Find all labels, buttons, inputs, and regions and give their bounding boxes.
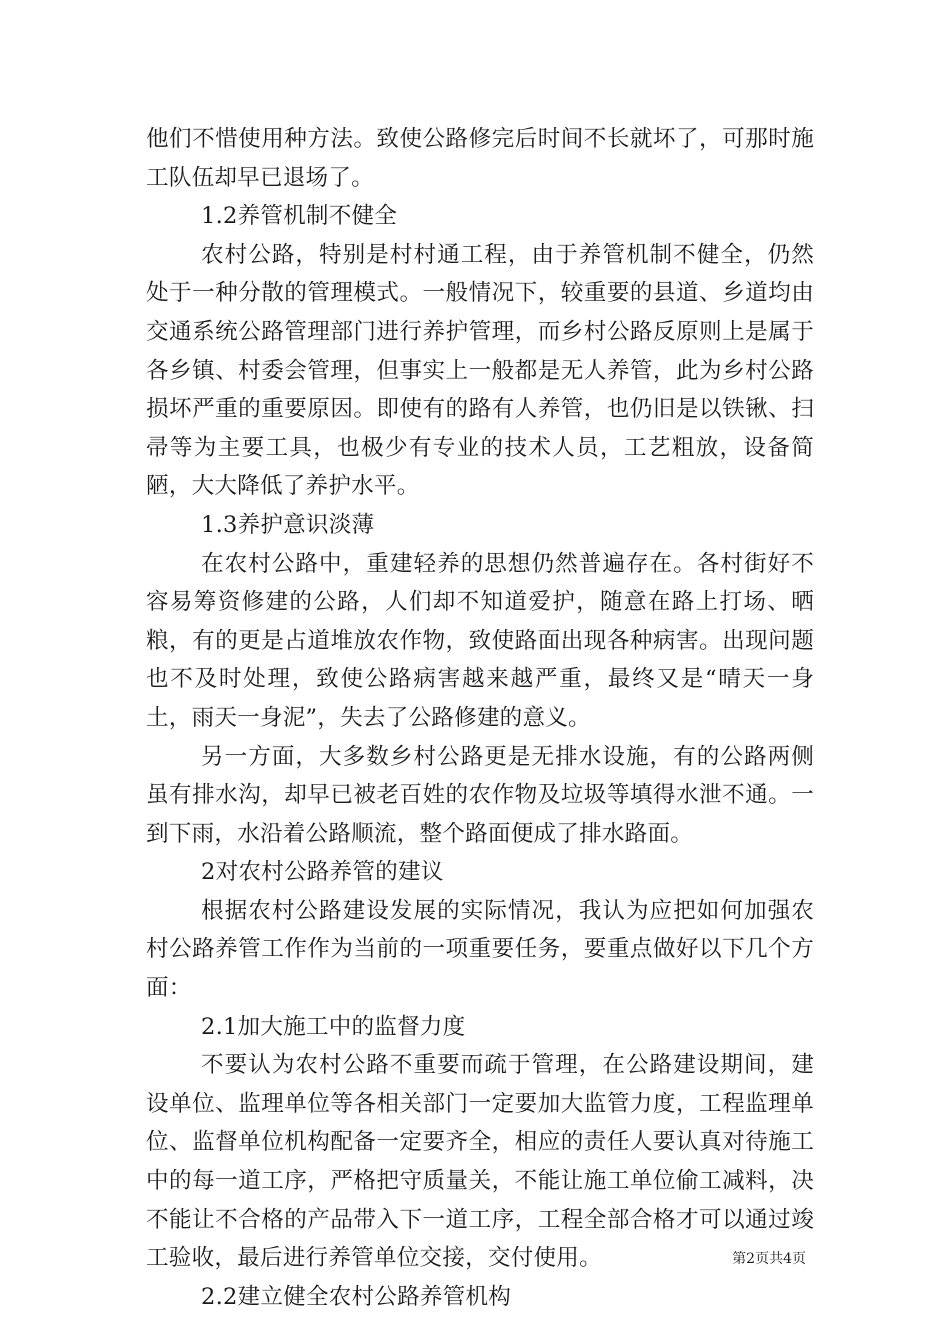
paragraph-2-body: 根据农村公路建设发展的实际情况，我认为应把如何加强农村公路养管工作作为当前的一项重要任务，要重点做好以下几个方面： — [146, 897, 814, 1002]
section-heading-1-2: 1.2养管机制不健全 — [201, 203, 398, 230]
page-number-footer: 第2页共4页 — [732, 1251, 806, 1267]
paragraph-1-3-body: 在农村公路中，重建轻养的思想仍然普遍存在。各村街好不容易筹资修建的公路，人们却不知道爱护，随意在路上打场、晒粮，有的更是占道堆放农作物，致使路面出现各种病害。出现问题也不及时处理，致使公路病害越来越严重，最终又是“晴天一身土，雨天一身泥”，失去了公路修建的意义。 — [146, 550, 814, 731]
section-heading-2: 2对农村公路养管的建议 — [201, 859, 444, 886]
paragraph-continuation: 他们不惜使用种方法。致使公路修完后时间不长就坏了，可那时施工队伍却早已退场了。 — [146, 126, 814, 191]
paragraph-1-3-body-2: 另一方面，大多数乡村公路更是无排水设施，有的公路两侧虽有排水沟，却早已被老百姓的农作物及垃圾等填得水泄不通。一到下雨，水沿着公路顺流，整个路面便成了排水路面。 — [146, 743, 814, 847]
paragraph-2-1-body: 不要认为农村公路不重要而疏于管理，在公路建设期间，建设单位、监理单位等各相关部门一定要加大监管力度，工程监理单位、监督单位机构配备一定要齐全，相应的责任人要认真对待施工中的每一道工序，严格把守质量关，不能让施工单位偷工减料，决不能让不合格的产品带入下一道工序，工程全部合格才可以通过竣工验收，最后进行养管单位交接，交付使用。 — [146, 1052, 814, 1272]
paragraph-1-2-body: 农村公路，特别是村村通工程，由于养管机制不健全，仍然处于一种分散的管理模式。一般情况下，较重要的县道、乡道均由交通系统公路管理部门进行养护管理，而乡村公路反原则上是属于各乡镇、村委会管理，但事实上一般都是无人养管，此为乡村公路损坏严重的重要原因。即使有的路有人养管，也仍旧是以铁锹、扫帚等为主要工具，也极少有专业的技术人员，工艺粗放，设备简陋，大大降低了养护水平。 — [146, 241, 814, 500]
section-heading-2-1: 2.1加大施工中的监督力度 — [201, 1013, 466, 1040]
section-heading-1-3: 1.3养护意识淡薄 — [201, 511, 375, 538]
document-body — [146, 120, 814, 1316]
section-heading-2-2: 2.2建立健全农村公路养管机构 — [201, 1283, 512, 1310]
